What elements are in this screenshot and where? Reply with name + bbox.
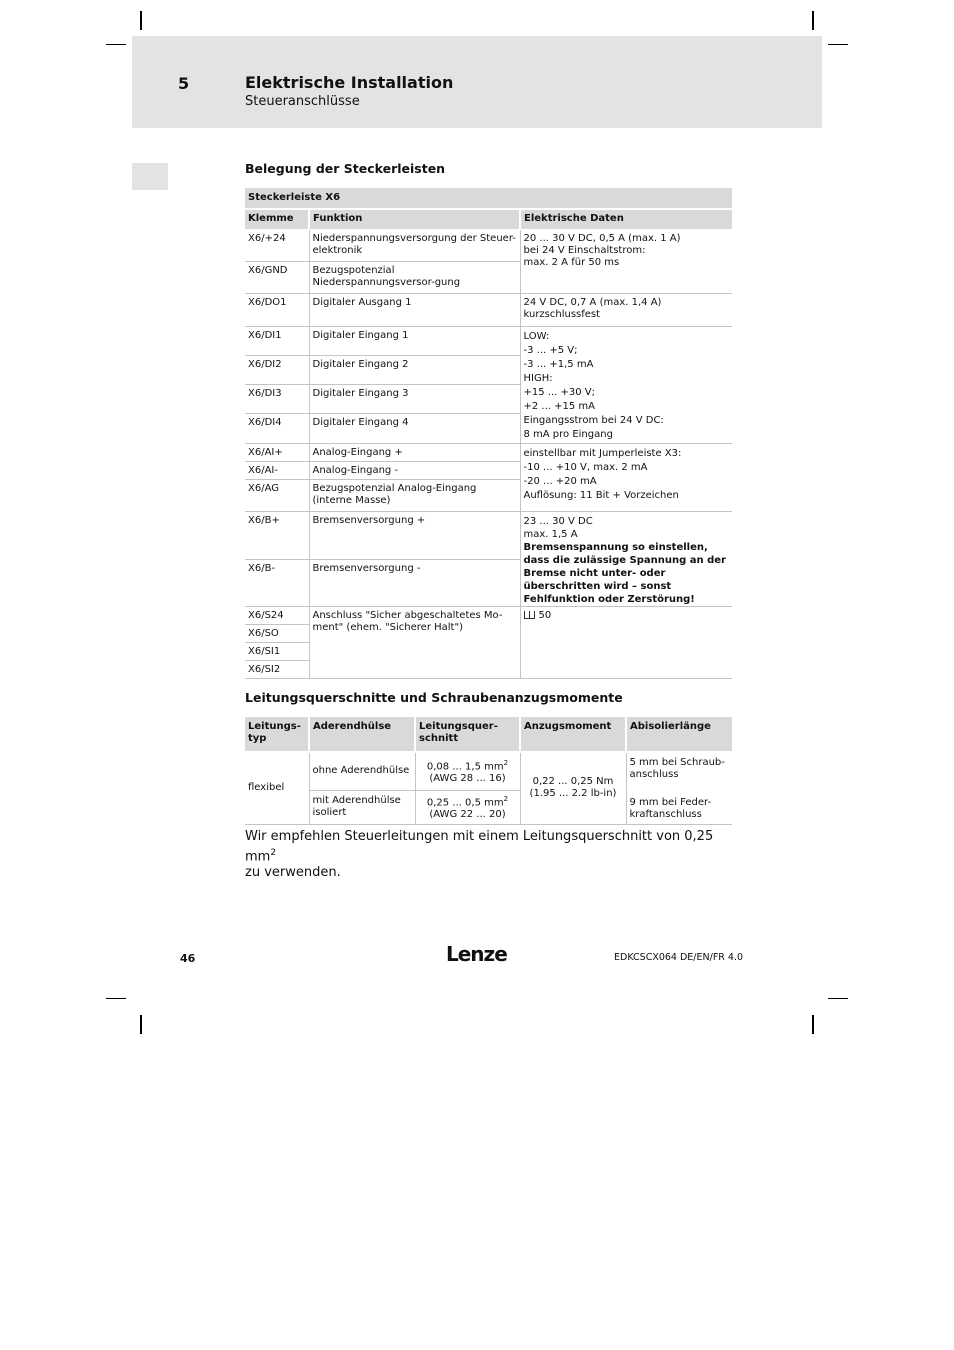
data-line: +2 ... +15 mA [523,401,595,412]
table-row [245,327,732,356]
klemme-cell: X6/DI4 [245,414,309,444]
column-header: Elektrische Daten [520,209,732,230]
cable-table [245,717,732,825]
table-title: Steckerleiste X6 [245,188,732,209]
column-header: Anzugsmoment [520,717,626,752]
funktion-cell: Bremsenversorgung - [309,559,520,607]
elektrische-daten-cell [520,512,732,607]
funktion-cell: Digitaler Eingang 4 [309,414,520,444]
data-line: -3 ... +5 V; [523,345,578,356]
querschnitt-cell [415,752,520,790]
funktion-cell: Bezugspotenzial Niederspannungsversor-gung [309,262,520,294]
querschnitt-value: 0,25 ... 0,5 mm [426,797,504,809]
recommendation-text: zu verwenden. [245,865,341,881]
klemme-cell: X6/+24 [245,230,309,262]
funktion-cell: Digitaler Ausgang 1 [309,294,520,327]
crop-mark [106,998,126,999]
klemme-cell: X6/SO [245,625,309,643]
section-heading-leitungsquerschnitte: Leitungsquerschnitte und Schraubenanzugsmomente [245,690,623,705]
data-line: +15 ... +30 V; [523,387,595,398]
table-row [245,444,732,462]
data-line: bei 24 V Einschaltstrom: [523,245,646,256]
chapter-title: Elektrische Installation [245,73,454,92]
klemme-cell: X6/AG [245,480,309,512]
document-code: EDKCSCX064 DE/EN/FR 4.0 [614,952,744,963]
funktion-cell: Analog-Eingang + [309,444,520,462]
aderendhuelse-cell: mit Aderendhülse isoliert [309,790,415,824]
data-line: einstellbar mit Jumperleiste X3: [523,448,682,459]
crop-mark [106,44,126,45]
crop-mark [140,11,142,30]
klemme-cell: X6/AI- [245,462,309,480]
data-line: -10 ... +10 V, max. 2 mA [523,462,648,473]
klemme-cell: X6/SI1 [245,643,309,661]
klemme-cell: X6/AI+ [245,444,309,462]
column-header: Aderendhülse [309,717,415,752]
querschnitt-value: 0,08 ... 1,5 mm [426,761,504,773]
klemme-cell: X6/SI2 [245,661,309,679]
superscript: 2 [503,794,509,803]
brake-warning: Bremsenspannung so einstellen, dass die zulässige Spannung an der Bremse nicht unter- oder überschritten wird – sonst Fehlfunktion oder Zerstörung! [523,542,726,605]
funktion-cell: Digitaler Eingang 2 [309,356,520,385]
elektrische-daten-cell [520,230,732,294]
crop-mark [828,44,848,45]
steckerleiste-table [245,188,732,679]
abisolier-cell: 5 mm bei Schraub-anschluss [629,757,725,780]
data-line: 8 mA pro Eingang [523,429,613,440]
klemme-cell: X6/B+ [245,512,309,560]
recommendation-text: Wir empfehlen Steuerleitungen mit einem Leitungsquerschnitt von 0,25 mm [245,829,714,865]
querschnitt-cell [415,790,520,824]
superscript: 2 [270,848,277,858]
funktion-cell: Bezugspotenzial Analog-Eingang (interne Masse) [309,480,520,512]
funktion-cell: Niederspannungsversorgung der Steuer-elektronik [309,230,520,262]
chapter-number: 5 [178,74,190,93]
torque-value: 0,22 ... 0,25 Nm [532,776,614,788]
data-line: 20 ... 30 V DC, 0,5 A (max. 1 A) [523,233,681,244]
funktion-cell: Bremsenversorgung + [309,512,520,560]
crop-mark [812,1015,814,1034]
table-row [245,790,732,824]
column-header: Funktion [309,209,520,230]
data-line: 24 V DC, 0,7 A (max. 1,4 A) [523,297,662,308]
data-line: -20 ... +20 mA [523,476,597,487]
elektrische-daten-cell [520,607,732,679]
elektrische-daten-cell [520,294,732,327]
page-number: 46 [180,952,196,965]
crop-mark [812,11,814,30]
abisolier-cell: 9 mm bei Feder-kraftanschluss [626,790,732,824]
aderendhuelse-cell: ohne Aderendhülse [309,752,415,790]
column-header: Klemme [245,209,309,230]
data-line: LOW: [523,331,550,342]
crop-mark [140,1015,142,1034]
klemme-cell: X6/DI2 [245,356,309,385]
data-line: -3 ... +1,5 mA [523,359,594,370]
column-header: Leitungs-typ [245,717,309,752]
funktion-cell: Digitaler Eingang 3 [309,385,520,414]
data-line: max. 2 A für 50 ms [523,257,620,268]
data-line: Auflösung: 11 Bit + Vorzeichen [523,490,679,501]
table-row [245,752,732,790]
crop-mark [828,998,848,999]
header-band [132,36,822,128]
cable-type-cell: flexibel [245,752,309,824]
klemme-cell: X6/DI3 [245,385,309,414]
funktion-cell: Digitaler Eingang 1 [309,327,520,356]
data-line: kurzschlussfest [523,309,601,320]
superscript: 2 [503,759,509,768]
table-row [245,230,732,262]
table-row [245,512,732,560]
data-line: max. 1,5 A [523,529,578,540]
elektrische-daten-cell [520,444,732,512]
elektrische-daten-cell [520,327,732,444]
lenze-logo: Lenze [446,942,507,966]
book-icon [524,611,535,619]
recommendation-paragraph [245,829,745,881]
data-line: 23 ... 30 V DC [523,516,593,527]
column-header: Abisolierlänge [626,717,732,752]
column-header: Leitungsquer-schnitt [415,717,520,752]
data-line: Eingangsstrom bei 24 V DC: [523,415,664,426]
klemme-cell: X6/B- [245,559,309,607]
awg-value: (AWG 22 ... 20) [429,809,506,821]
awg-value: (AWG 28 ... 16) [429,773,506,785]
klemme-cell: X6/GND [245,262,309,294]
funktion-cell: Anschluss "Sicher abgeschaltetes Mo-ment" (ehem. "Sicherer Halt") [309,607,520,679]
chapter-subtitle: Steueranschlüsse [245,94,360,109]
klemme-cell: X6/S24 [245,607,309,625]
torque-cell [520,752,626,824]
table-row [245,294,732,327]
funktion-cell: Analog-Eingang - [309,462,520,480]
table-row [245,607,732,625]
side-tab [132,163,168,190]
page-reference[interactable]: 50 [538,610,552,621]
klemme-cell: X6/DI1 [245,327,309,356]
klemme-cell: X6/DO1 [245,294,309,327]
torque-value: (1.95 ... 2.2 lb-in) [529,788,617,800]
data-line: HIGH: [523,373,553,384]
section-heading-steckerleisten: Belegung der Steckerleisten [245,161,446,176]
